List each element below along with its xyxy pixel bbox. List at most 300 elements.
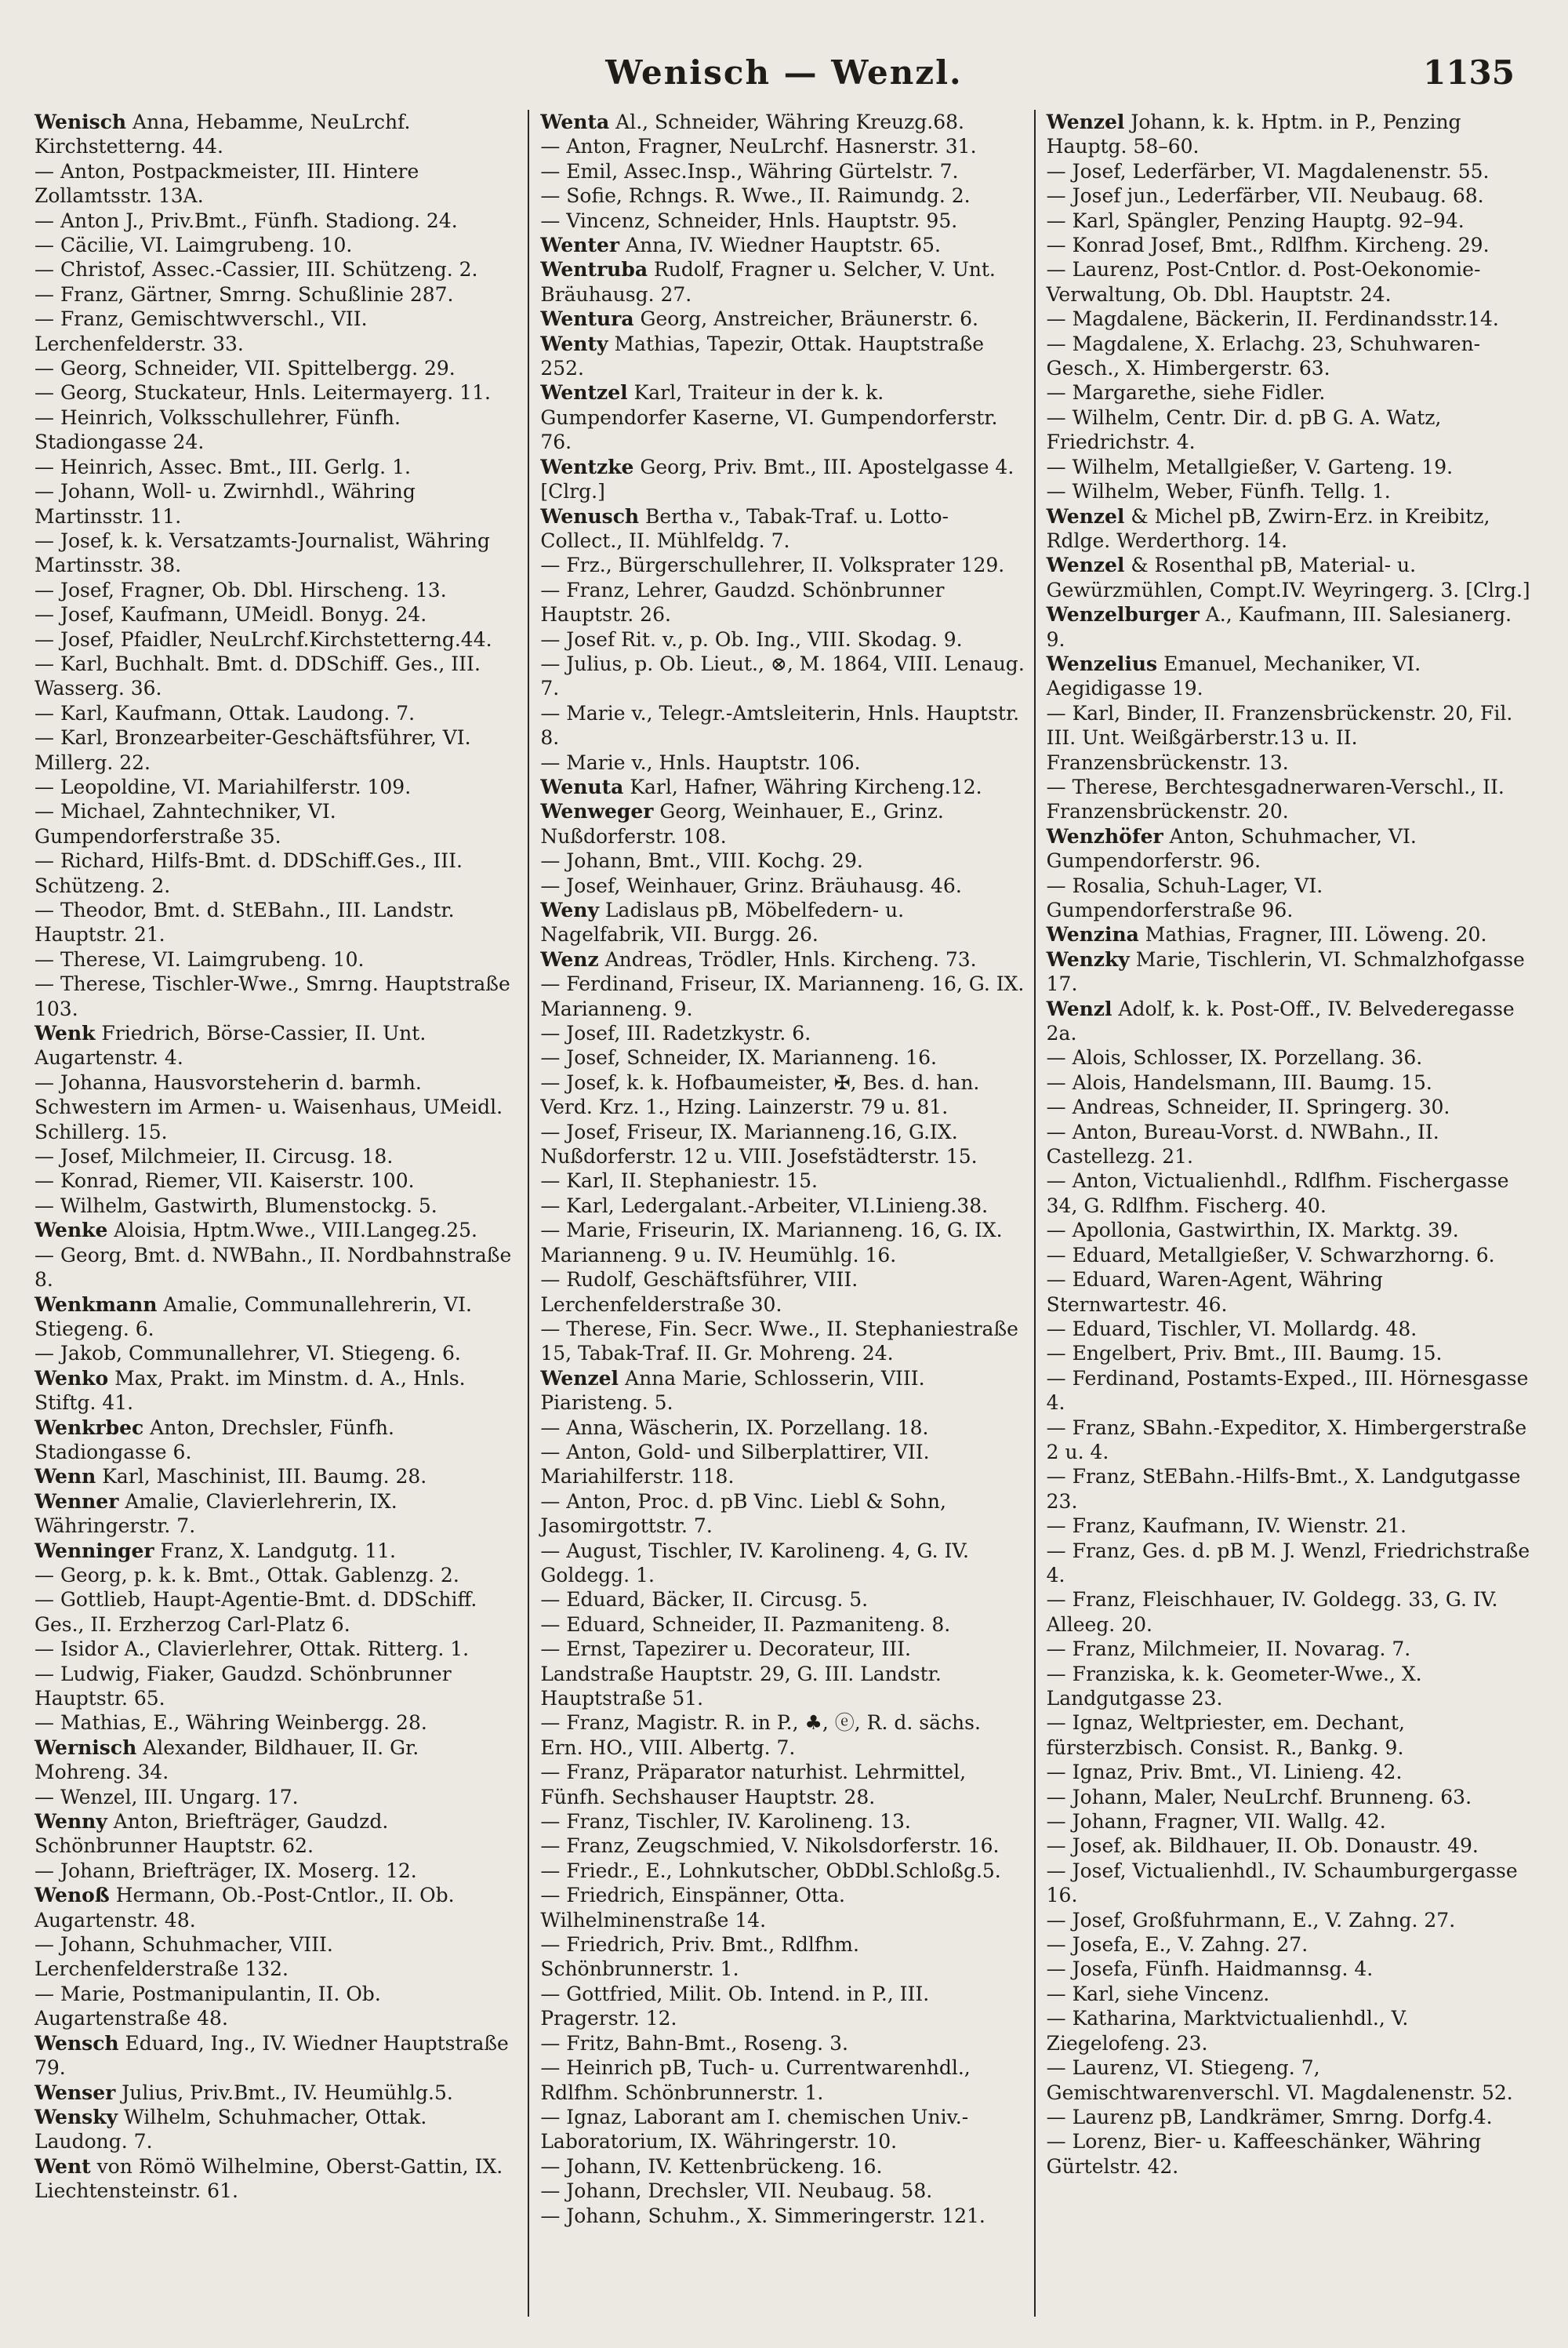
directory-entry: [540, 972, 1025, 1021]
directory-entry: [34, 578, 520, 602]
directory-entry: [540, 1883, 1025, 1932]
entry-text: — Johann, Schuhmacher, VIII. Lerchenfelderstraße 132.: [34, 1933, 333, 1981]
entry-text: — Therese, Fin. Secr. Wwe., II. Stephaniestraße 15, Tabak-Traf. II. Gr. Mohreng. 24.: [540, 1317, 1018, 1365]
directory-entry: [540, 1440, 1025, 1489]
entry-text: — Mathias, E., Währing Weinbergg. 28.: [34, 1711, 427, 1735]
entry-text: — Eduard, Schneider, II. Pazmaniteng. 8.: [540, 1612, 951, 1636]
entry-text: — Josef, Großfuhrmann, E., V. Zahng. 27.: [1046, 1908, 1456, 1932]
directory-entry: [34, 1662, 520, 1711]
entry-text: — Johann, Woll- u. Zwirnhdl., Währing Martinsstr. 11.: [34, 480, 416, 528]
entry-text: — Karl, Bronzearbeiter-Geschäftsführer, VI. Millerg. 22.: [34, 726, 471, 774]
directory-entry: [34, 1809, 520, 1859]
entry-surname: Wenzina: [1046, 923, 1139, 947]
entry-surname: Wernisch: [34, 1736, 137, 1759]
directory-entry: [1047, 1760, 1532, 1784]
entry-text: — Sofie, Rchngs. R. Wwe., II. Raimundg. 2.: [540, 184, 971, 208]
entry-text: — Eduard, Metallgießer, V. Schwarzhorng. 6.: [1046, 1243, 1495, 1267]
directory-entry: [1047, 159, 1532, 184]
entry-surname: Wenzelius: [1046, 652, 1158, 675]
directory-entry: [34, 1859, 520, 1883]
entry-text: — Georg, Stuckateur, Hnls. Leitermayerg. 11.: [34, 381, 491, 405]
entry-text: — Therese, Tischler-Wwe., Smrng. Hauptstraße 103.: [34, 972, 510, 1020]
entry-text: — Friedrich, Priv. Bmt., Rdlfhm. Schönbrunnerstr. 1.: [540, 1933, 859, 1981]
entry-text: — Josef, Weinhauer, Grinz. Bräuhausg. 46.: [540, 874, 962, 897]
entry-text: — Ferdinand, Friseur, IX. Marianneng. 16, G. IX. Marianneng. 9.: [540, 972, 1025, 1020]
directory-entry: [34, 2154, 520, 2204]
entry-text: — Franz, Milchmeier, II. Novarag. 7.: [1046, 1637, 1411, 1661]
directory-entry: [540, 1809, 1025, 1834]
directory-entry: [540, 2204, 1025, 2228]
entry-text: — Josef, Lederfärber, VI. Magdalenenstr. 55.: [1046, 159, 1490, 183]
entry-surname: Wenk: [34, 1022, 96, 1045]
entry-text: — Emil, Assec.Insp., Währing Gürtelstr. 7.: [540, 159, 959, 183]
directory-entry: [1047, 1932, 1532, 1957]
entry-text: — Marie, Friseurin, IX. Marianneng. 16, G. IX. Marianneng. 9 u. IV. Heumühlg. 16.: [540, 1219, 1003, 1267]
entry-surname: Wenisch: [34, 111, 127, 133]
directory-entry: [1047, 1267, 1532, 1317]
entry-text: — Wilhelm, Gastwirth, Blumenstockg. 5.: [34, 1194, 437, 1217]
directory-entry: [34, 652, 520, 701]
entry-text: — Frz., Bürgerschullehrer, II. Volksprater 129.: [540, 554, 1005, 577]
entry-text: — Josef Rit. v., p. Ob. Ing., VIII. Skodag. 9.: [540, 627, 963, 651]
entry-text: — Josef, Friseur, IX. Marianneng.16, G.IX. Nußdorferstr. 12 u. VIII. Josefstädterstr. 15.: [540, 1120, 978, 1169]
directory-entry: [1047, 1834, 1532, 1858]
directory-entry: [34, 627, 520, 652]
entry-text: — Gottfried, Milit. Ob. Intend. in P., III. Pragerstr. 12.: [540, 1982, 930, 2030]
page-number: 1135: [1423, 53, 1515, 92]
directory-entry: [540, 947, 1025, 972]
directory-entry: [34, 701, 520, 725]
directory-entry: [1047, 1809, 1532, 1834]
entry-text: — Josefa, Fünfh. Haidmannsg. 4.: [1046, 1957, 1374, 1981]
entry-surname: Wentruba: [540, 258, 648, 282]
entry-text: — Johann, Bmt., VIII. Kochg. 29.: [540, 849, 863, 873]
entry-text: — Franz, StEBahn.-Hilfs-Bmt., X. Landgutgasse 23.: [1046, 1465, 1521, 1513]
entry-surname: Wenner: [34, 1489, 119, 1513]
directory-entry: [540, 110, 1025, 134]
entry-text: — Christof, Assec.-Cassier, III. Schützeng. 2.: [34, 258, 478, 282]
directory-entry: [540, 1489, 1025, 1539]
directory-entry: [540, 184, 1025, 208]
directory-entry: [34, 1539, 520, 1563]
directory-entry: [1047, 1539, 1532, 1588]
entry-text: — Anton, Postpackmeister, III. Hintere Zollamtsstr. 13A.: [34, 159, 419, 208]
entry-surname: Wenny: [34, 1810, 107, 1834]
directory-entry: [34, 257, 520, 282]
entry-surname: Weny: [540, 899, 599, 921]
entry-text: — Marie v., Hnls. Hauptstr. 106.: [540, 751, 861, 774]
entry-text: — Anna, Wäscherin, IX. Porzellang. 18.: [540, 1416, 929, 1439]
entry-text: — Konrad Josef, Bmt., Rdlfhm. Kircheng. 29.: [1046, 234, 1490, 257]
entry-text: — Ignaz, Priv. Bmt., VI. Linieng. 42.: [1046, 1761, 1403, 1784]
entry-text: — Theodor, Bmt. d. StEBahn., III. Landstr. Hauptstr. 21.: [34, 899, 455, 947]
entry-text: — Laurenz, VI. Stiegeng. 7, Gemischtwarenverschl. VI. Magdalenenstr. 52.: [1046, 2056, 1513, 2104]
entry-text: — Ignaz, Weltpriester, em. Dechant, fürsterzbisch. Consist. R., Bankg. 9.: [1046, 1711, 1405, 1759]
entry-text: — Marie, Postmanipulantin, II. Ob. Augartenstraße 48.: [34, 1982, 381, 2030]
entry-surname: Wenko: [34, 1366, 109, 1390]
entry-text: — Alois, Handelsmann, III. Baumg. 15.: [1046, 1070, 1432, 1094]
directory-entry: [34, 1341, 520, 1365]
entry-surname: Wenkrbec: [34, 1416, 144, 1439]
entry-text: Max, Prakt. im Minstm. d. A., Hnls. Stiftg. 41.: [34, 1366, 466, 1415]
directory-entry: [34, 159, 520, 209]
directory-entry: [1047, 1341, 1532, 1365]
entry-surname: Wensky: [34, 2105, 118, 2128]
directory-entry: [34, 479, 520, 529]
directory-entry: [34, 1218, 520, 1242]
directory-entry: [34, 356, 520, 380]
directory-entry: [1047, 1514, 1532, 1538]
directory-entry: [540, 1120, 1025, 1169]
entry-text: Georg, Weinhauer, E., Grinz. Nußdorferstr. 108.: [540, 800, 944, 848]
directory-entry: [34, 405, 520, 455]
entry-text: — Magdalene, Bäckerin, II. Ferdinandsstr.14.: [1046, 307, 1499, 331]
entry-text: — Gottlieb, Haupt-Agentie-Bmt. d. DDSchiff. Ges., II. Erzherzog Carl-Platz 6.: [34, 1588, 477, 1636]
directory-entry: [1047, 874, 1532, 923]
directory-entry: [34, 1489, 520, 1539]
directory-entry: [540, 1932, 1025, 1982]
entry-text: — Karl, Kaufmann, Ottak. Laudong. 7.: [34, 701, 416, 725]
directory-entry: [34, 1710, 520, 1735]
directory-entry: [540, 1760, 1025, 1809]
directory-entry: [540, 455, 1025, 504]
entry-surname: Wenn: [34, 1465, 96, 1488]
entry-text: Franz, X. Landgutg. 11.: [154, 1539, 396, 1562]
entry-text: — Michael, Zahntechniker, VI. Gumpendorferstraße 35.: [34, 800, 336, 848]
entry-surname: Wenzel: [1046, 111, 1125, 133]
entry-text: — Alois, Schlosser, IX. Porzellang. 36.: [1046, 1046, 1423, 1070]
directory-entry: [34, 1194, 520, 1218]
directory-entry: [34, 307, 520, 356]
entry-text: Amalie, Communallehrerin, VI. Stiegeng. 6.: [34, 1292, 472, 1340]
entry-text: — Franz, Magistr. R. in P., ♣, ⓔ, R. d. sächs. Ern. HO., VIII. Albertg. 7.: [540, 1711, 981, 1759]
directory-entry: [34, 1932, 520, 1982]
entry-text: — Johann, Drechsler, VII. Neubaug. 58.: [540, 2179, 933, 2203]
entry-text: — Therese, VI. Laimgrubeng. 10.: [34, 947, 365, 971]
directory-entry: [34, 1416, 520, 1465]
entry-surname: Wenz: [540, 947, 599, 971]
directory-entry: [34, 775, 520, 799]
entry-surname: Wenzel: [1046, 554, 1125, 577]
entry-text: — Franz, Ges. d. pB M. J. Wenzl, Friedrichstraße 4.: [1046, 1539, 1530, 1587]
directory-entry: [1047, 701, 1532, 775]
entry-text: Georg, Anstreicher, Bräunerstr. 6.: [633, 307, 978, 331]
directory-entry: [1047, 1859, 1532, 1908]
directory-entry: [540, 1539, 1025, 1588]
entry-text: — Anton, Proc. d. pB Vinc. Liebl & Sohn, Jasomirgottstr. 7.: [540, 1489, 946, 1538]
entry-text: Julius, Priv.Bmt., IV. Heumühlg.5.: [115, 2081, 453, 2104]
entry-text: — Lorenz, Bier- u. Kaffeeschänker, Währing Gürtelstr. 42.: [1046, 2130, 1482, 2178]
entry-surname: Wenweger: [540, 800, 654, 823]
entry-surname: Wenninger: [34, 1539, 154, 1562]
entry-text: — Apollonia, Gastwirthin, IX. Marktg. 39.: [1046, 1219, 1459, 1242]
entry-text: — Josef, Kaufmann, UMeidl. Bonyg. 24.: [34, 603, 427, 627]
entry-surname: Wenzel: [1046, 504, 1125, 528]
entry-text: Anna, Hebamme, NeuLrchf. Kirchstetterng. 44.: [34, 111, 411, 158]
entry-surname: Wenta: [540, 111, 610, 133]
entry-text: — Franz, Kaufmann, IV. Wienstr. 21.: [1046, 1514, 1406, 1538]
directory-entry: [34, 455, 520, 479]
directory-entry: [540, 504, 1025, 554]
directory-entry: [1047, 1957, 1532, 1981]
directory-entry: [1047, 1662, 1532, 1711]
directory-entry: [1047, 1095, 1532, 1119]
entry-surname: Wentzel: [540, 381, 628, 405]
entry-text: — Josef, Milchmeier, II. Circusg. 18.: [34, 1145, 394, 1169]
directory-entry: [34, 1785, 520, 1809]
directory-entry: [540, 1070, 1025, 1120]
directory-entry: [34, 602, 520, 627]
directory-entry: [540, 380, 1025, 454]
directory-entry: [540, 1366, 1025, 1416]
entry-text: — Wilhelm, Weber, Fünfh. Tellg. 1.: [1046, 480, 1391, 503]
directory-entry: [34, 1144, 520, 1169]
entry-surname: Went: [34, 2154, 91, 2178]
entry-text: Rudolf, Fragner u. Selcher, V. Unt. Bräuhausg. 27.: [540, 258, 996, 306]
entry-text: — Eduard, Waren-Agent, Währing Sternwartestr. 46.: [1046, 1268, 1383, 1316]
directory-entry: [540, 1021, 1025, 1045]
directory-entry: [1047, 775, 1532, 824]
directory-entry: [540, 307, 1025, 331]
directory-entry: [540, 1982, 1025, 2031]
directory-entry: [1047, 1243, 1532, 1267]
entry-surname: Wentura: [540, 307, 634, 331]
entry-text: — Johann, Briefträger, IX. Moserg. 12.: [34, 1859, 417, 1882]
entry-text: Anna, IV. Wiedner Hauptstr. 65.: [619, 234, 941, 257]
directory-entry: [1047, 2006, 1532, 2055]
directory-entry: [1047, 1637, 1532, 1661]
column-1: [24, 110, 528, 2317]
entry-text: — Josef, Pfaidler, NeuLrchf.Kirchstetterng.44.: [34, 627, 492, 651]
entry-text: — Josef, k. k. Hofbaumeister, ✠, Bes. d. han. Verd. Krz. 1., Hzing. Lainzerstr. 79 u. 81.: [540, 1070, 980, 1119]
column-2: [528, 110, 1033, 2317]
directory-entry: [34, 1021, 520, 1070]
directory-entry: [1047, 652, 1532, 701]
directory-entry: [1047, 1785, 1532, 1809]
entry-text: — August, Tischler, IV. Karolineng. 4, G. IV. Goldegg. 1.: [540, 1539, 969, 1587]
entry-text: — Cäcilie, VI. Laimgrubeng. 10.: [34, 234, 353, 257]
directory-entry: [1047, 380, 1532, 405]
directory-entry: [1047, 233, 1532, 257]
entry-text: — Franz, Präparator naturhist. Lehrmittel, Fünfh. Sechshauser Hauptstr. 28.: [540, 1761, 967, 1808]
entry-text: — Johann, IV. Kettenbrückeng. 16.: [540, 2154, 883, 2178]
entry-text: — Anton, Gold- und Silberplattirer, VII. Mariahilferstr. 118.: [540, 1440, 930, 1488]
entry-text: Anton, Drechsler, Fünfh. Stadiongasse 6.: [34, 1416, 394, 1463]
entry-text: — Wilhelm, Centr. Dir. d. pB G. A. Watz, Friedrichstr. 4.: [1046, 405, 1442, 454]
entry-text: Anna Marie, Schlosserin, VIII. Piaristeng. 5.: [540, 1366, 925, 1415]
entry-text: von Römö Wilhelmine, Oberst-Gattin, IX. Liechtensteinstr. 61.: [34, 2154, 503, 2203]
directory-entry: [540, 1710, 1025, 1760]
entry-text: — Josef, k. k. Versatzamts-Journalist, Währing Martinsstr. 38.: [34, 529, 490, 577]
entry-text: — Josef, Schneider, IX. Marianneng. 16.: [540, 1046, 937, 1070]
entry-text: — Georg, Bmt. d. NWBahn., II. Nordbahnstraße 8.: [34, 1243, 512, 1292]
directory-entry: [34, 282, 520, 307]
entry-text: Eduard, Ing., IV. Wiedner Hauptstraße 79.: [34, 2031, 509, 2080]
directory-entry: [540, 134, 1025, 158]
directory-entry: [1047, 1464, 1532, 1514]
directory-entry: [1047, 553, 1532, 602]
directory-entry: [1047, 922, 1532, 947]
entry-text: — Karl, siehe Vincenz.: [1046, 1982, 1270, 2005]
directory-entry: [34, 1070, 520, 1144]
entry-text: — Leopoldine, VI. Mariahilferstr. 109.: [34, 775, 412, 798]
entry-text: — Julius, p. Ob. Lieut., ⊗, M. 1864, VIII. Lenaug. 7.: [540, 652, 1025, 700]
directory-entry: [1047, 1416, 1532, 1465]
entry-text: — Rosalia, Schuh-Lager, VI. Gumpendorferstraße 96.: [1046, 874, 1323, 921]
entry-text: — Franz, Gärtner, Smrng. Schußlinie 287.: [34, 282, 454, 306]
entry-surname: Wenty: [540, 332, 608, 355]
directory-entry: [540, 799, 1025, 849]
directory-entry: [540, 2154, 1025, 2179]
directory-entry: [540, 701, 1025, 751]
directory-entry: [540, 1267, 1025, 1317]
directory-entry: [34, 1883, 520, 1932]
entry-surname: Wenuta: [540, 775, 624, 798]
directory-entry: [540, 2179, 1025, 2203]
directory-entry: [34, 849, 520, 898]
directory-entry: [540, 627, 1025, 652]
directory-entry: [34, 1366, 520, 1416]
entry-text: — Fritz, Bahn-Bmt., Roseng. 3.: [540, 2031, 848, 2055]
entry-text: Georg, Priv. Bmt., III. Apostelgasse 4. [Clrg.]: [540, 455, 1014, 503]
directory-entry: [1047, 184, 1532, 208]
directory-entry: [540, 1834, 1025, 1858]
directory-entry: [540, 1045, 1025, 1070]
entry-surname: Wensch: [34, 2031, 119, 2055]
entry-text: — Franz, SBahn.-Expeditor, X. Himbergerstraße 2 u. 4.: [1046, 1416, 1527, 1463]
entry-text: — Engelbert, Priv. Bmt., III. Baumg. 15.: [1046, 1342, 1443, 1365]
directory-entry: [1047, 110, 1532, 159]
entry-text: — Josef jun., Lederfärber, VII. Neubaug. 68.: [1046, 184, 1484, 208]
entry-text: — Ferdinand, Postamts-Exped., III. Hörnesgasse 4.: [1046, 1366, 1529, 1415]
entry-surname: Wenzhöfer: [1046, 824, 1163, 848]
entry-text: — Wilhelm, Metallgießer, V. Garteng. 19.: [1046, 455, 1454, 478]
entry-text: Friedrich, Börse-Cassier, II. Unt. Augartenstr. 4.: [34, 1022, 426, 1070]
directory-entry: [34, 529, 520, 578]
directory-entry: [1047, 1169, 1532, 1218]
entry-text: — Karl, Ledergalant.-Arbeiter, VI.Linieng.38.: [540, 1194, 989, 1217]
directory-entry: [1047, 1587, 1532, 1637]
directory-entry: [34, 1637, 520, 1661]
entry-text: — Eduard, Tischler, VI. Mollardg. 48.: [1046, 1317, 1417, 1340]
entry-text: — Heinrich, Volksschullehrer, Fünfh. Stadiongasse 24.: [34, 405, 401, 454]
entry-text: & Michel pB, Zwirn-Erz. in Kreibitz, Rdlge. Werderthorg. 14.: [1046, 504, 1490, 552]
directory-entry: [1047, 997, 1532, 1046]
directory-entry: [540, 2055, 1025, 2105]
directory-entry: [34, 972, 520, 1021]
directory-entry: [540, 775, 1025, 799]
directory-entry: [1047, 602, 1532, 652]
entry-surname: Wenser: [34, 2081, 116, 2104]
directory-entry: [34, 898, 520, 947]
directory-entry: [540, 553, 1025, 577]
entry-text: — Karl, II. Stephaniestr. 15.: [540, 1169, 818, 1193]
entry-text: Ladislaus pB, Möbelfedern- u. Nagelfabrik, VII. Burgg. 26.: [540, 899, 905, 947]
directory-entry: [34, 1169, 520, 1193]
directory-entry: [34, 2081, 520, 2105]
directory-entry: [1047, 257, 1532, 307]
entry-text: A., Kaufmann, III. Salesianerg. 9.: [1046, 603, 1512, 651]
entry-text: — Karl, Binder, II. Franzensbrückenstr. 20, Fil. III. Unt. Weißgärberstr.13 u. II. Franzensbrückenstr. 13.: [1046, 701, 1513, 774]
entry-text: — Georg, Schneider, VII. Spittelbergg. 29.: [34, 357, 456, 380]
entry-surname: Wenzl: [1046, 997, 1112, 1020]
directory-entry: [34, 1563, 520, 1587]
directory-entry: [34, 1982, 520, 2031]
entry-text: — Jakob, Communallehrer, VI. Stiegeng. 6.: [34, 1342, 461, 1365]
entry-text: — Franz, Gemischtwverschl., VII. Lerchenfelderstr. 33.: [34, 307, 368, 355]
entry-text: — Johanna, Hausvorsteherin d. barmh. Schwestern im Armen- u. Waisenhaus, UMeidl. Schillerg. 15.: [34, 1070, 503, 1143]
directory-entry: [540, 1218, 1025, 1267]
entry-text: Al., Schneider, Währing Kreuzg.68.: [609, 111, 964, 133]
directory-entry: [34, 1464, 520, 1488]
directory-entry: [540, 1169, 1025, 1193]
directory-entry: [34, 725, 520, 775]
directory-entry: [1047, 1710, 1532, 1760]
directory-entry: [540, 1317, 1025, 1366]
directory-entry: [540, 209, 1025, 233]
directory-entry: [540, 1859, 1025, 1883]
entry-text: — Josefa, E., V. Zahng. 27.: [1046, 1933, 1308, 1957]
directory-entry: [540, 849, 1025, 873]
entry-text: — Johann, Schuhm., X. Simmeringerstr. 121.: [540, 2204, 985, 2227]
directory-entry: [540, 1194, 1025, 1218]
directory-entry: [34, 947, 520, 972]
directory-entry: [34, 799, 520, 849]
directory-entry: [540, 159, 1025, 184]
entry-text: — Laurenz, Post-Cntlor. d. Post-Oekonomie-Verwaltung, Ob. Dbl. Hauptstr. 24.: [1046, 258, 1481, 306]
directory-entry: [540, 578, 1025, 627]
directory-entry: [1047, 1120, 1532, 1169]
entry-text: — Anton, Bureau-Vorst. d. NWBahn., II. Castellezg. 21.: [1046, 1120, 1439, 1169]
directory-columns: [24, 110, 1540, 2317]
entry-text: — Karl, Spängler, Penzing Hauptg. 92–94.: [1046, 209, 1465, 232]
directory-entry: [34, 1736, 520, 1785]
directory-entry: [540, 898, 1025, 947]
entry-text: — Magdalene, X. Erlachg. 23, Schuhwaren-Gesch., X. Himbergerstr. 63.: [1046, 332, 1481, 380]
entry-text: Aloisia, Hptm.Wwe., VIII.Langeg.25.: [107, 1219, 478, 1242]
entry-text: — Andreas, Schneider, II. Springerg. 30.: [1046, 1096, 1450, 1119]
directory-entry: [1047, 2129, 1532, 2179]
entry-text: — Wenzel, III. Ungarg. 17.: [34, 1785, 299, 1808]
directory-entry: [540, 2105, 1025, 2154]
entry-text: — Ignaz, Laborant am I. chemischen Univ.-Laboratorium, IX. Währingerstr. 10.: [540, 2105, 969, 2154]
directory-entry: [540, 874, 1025, 898]
entry-text: Karl, Traiteur in der k. k. Gumpendorfer Kaserne, VI. Gumpendorferstr. 76.: [540, 381, 998, 454]
directory-entry: [540, 751, 1025, 775]
entry-text: — Franziska, k. k. Geometer-Wwe., X. Landgutgasse 23.: [1046, 1662, 1422, 1710]
entry-text: — Franz, Fleischhauer, IV. Goldegg. 33, G. IV. Alleeg. 20.: [1046, 1588, 1498, 1636]
entry-text: Adolf, k. k. Post-Off., IV. Belvederegasse 2a.: [1046, 997, 1515, 1045]
entry-text: — Josef, Fragner, Ob. Dbl. Hirscheng. 13.: [34, 578, 447, 602]
entry-text: Johann, k. k. Hptm. in P., Penzing Hauptg. 58–60.: [1046, 111, 1461, 158]
entry-text: — Richard, Hilfs-Bmt. d. DDSchiff.Ges., III. Schützeng. 2.: [34, 849, 463, 897]
directory-entry: [34, 1243, 520, 1292]
directory-entry: [34, 2105, 520, 2154]
directory-entry: [34, 2031, 520, 2081]
entry-surname: Wenkmann: [34, 1292, 158, 1316]
entry-text: — Johann, Fragner, VII. Wallg. 42.: [1046, 1810, 1386, 1834]
entry-text: — Heinrich pB, Tuch- u. Currentwarenhdl., Rdlfhm. Schönbrunnerstr. 1.: [540, 2056, 971, 2104]
directory-entry: [1047, 1317, 1532, 1341]
entry-surname: Wenke: [34, 1219, 108, 1242]
directory-entry: [540, 233, 1025, 257]
directory-entry: [1047, 1218, 1532, 1242]
entry-text: — Franz, Zeugschmied, V. Nikolsdorferstr. 16.: [540, 1834, 1000, 1858]
directory-entry: [1047, 1908, 1532, 1932]
directory-entry: [1047, 307, 1532, 331]
directory-entry: [1047, 2055, 1532, 2105]
entry-text: Anton, Briefträger, Gaudzd. Schönbrunner Hauptstr. 62.: [34, 1810, 389, 1858]
